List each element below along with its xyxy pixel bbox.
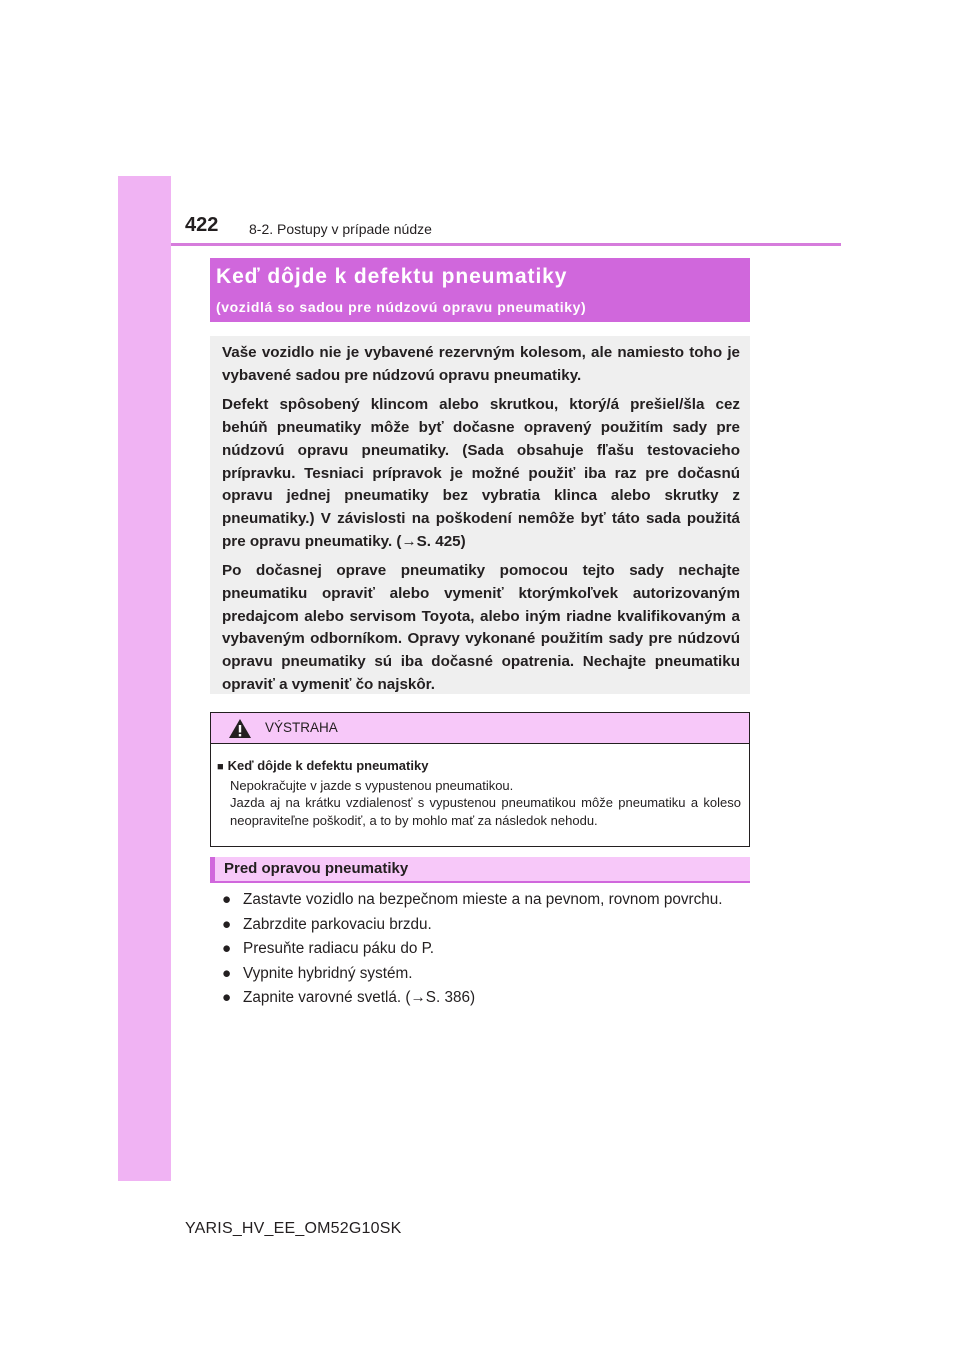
header-rule — [171, 243, 841, 246]
page-title: Keď dôjde k defektu pneumatiky — [216, 265, 568, 288]
page-reference-link[interactable]: S. 425) — [416, 532, 466, 550]
warning-box — [210, 712, 750, 847]
intro-box — [210, 336, 750, 694]
intro-paragraph-2 — [222, 394, 740, 553]
list-item-text: Vypnite hybridný systém. — [243, 964, 413, 982]
bullet-icon: ● — [222, 915, 232, 933]
warning-text — [230, 777, 741, 830]
intro-paragraph-3: Po dočasnej oprave pneumatiky pomocou tejto sady nechajte pneumatiku opraviť alebo vymeniť ktorýmkoľvek autorizovaným predajcom alebo servisom Toyota, alebo iným riadne kvalifikovaným a vybaveným odborníkom. Opravy vykonané použitím sady pre núdzovú opravu pneumatiky sú iba dočasné opatrenia. Nechajte pneumatiku opraviť a vymeniť čo najskôr. — [222, 562, 740, 693]
page-subtitle: (vozidlá so sadou pre núdzovú opravu pneumatiky) — [216, 299, 587, 315]
chapter-sidebar — [118, 176, 171, 1181]
page-reference-link[interactable]: S. 386) — [425, 989, 476, 1006]
list-item — [222, 913, 748, 937]
arrow-right-icon: → — [410, 989, 426, 1006]
section-label: 8-2. Postupy v prípade núdze — [249, 221, 432, 237]
steps-list — [222, 888, 748, 1011]
title-box — [210, 258, 750, 322]
bullet-icon: ● — [222, 964, 232, 982]
list-item-text: Zapnite varovné svetlá. ( — [243, 989, 411, 1006]
list-item — [222, 888, 748, 912]
footer-code: YARIS_HV_EE_OM52G10SK — [185, 1220, 402, 1237]
list-item-text: Presuňte radiacu páku do P. — [243, 940, 435, 957]
bullet-icon: ● — [222, 989, 232, 1006]
warning-line-1: Nepokračujte v jazde s vypustenou pneumatikou. — [230, 777, 514, 793]
list-item — [222, 937, 748, 961]
list-item-text: Zabrzdite parkovaciu brzdu. — [243, 915, 432, 933]
page-number: 422 — [185, 214, 219, 236]
intro-paragraph-2-text: Defekt spôsobený klincom alebo skrutkou, ktorý/á prešiel/šla cez behúň pneumatiky môže byť dočasne opravený použitím sady pre núdzovú opravu pneumatiky. (Sada obsahuje fľašu testovacieho prípravku. Tesniaci prípravok je možné použiť iba raz pre dočasnú opravu jednej pneumatiky bez vybratia klinca alebo skrutky z pneumatiky.) V závislosti na poškodení nemôže byť táto sada použitá pre opravu pneumatiky. ( — [222, 396, 740, 550]
warning-line-2: Jazda aj na krátku vzdialenosť s vypustenou pneumatikou môže pneumatiku a koleso neopraviteľne poškodiť, a to by mohlo mať za následok nehodu. — [230, 795, 741, 828]
warning-subtitle-text: Keď dôjde k defektu pneumatiky — [227, 758, 429, 773]
warning-subtitle — [217, 757, 741, 777]
warning-body — [211, 744, 749, 829]
warning-triangle-icon — [228, 718, 252, 739]
list-item — [222, 986, 748, 1010]
list-item-text: Zastavte vozidlo na bezpečnom mieste a na pevnom, rovnom povrchu. — [243, 891, 723, 908]
warning-label: VÝSTRAHA — [265, 720, 338, 735]
warning-header — [211, 713, 749, 744]
list-item — [222, 962, 748, 986]
bullet-icon: ● — [222, 891, 232, 908]
arrow-right-icon: → — [401, 532, 417, 550]
subsection-heading: Pred opravou pneumatiky — [210, 857, 750, 883]
square-bullet-icon: ■ — [217, 761, 224, 773]
bullet-icon: ● — [222, 940, 232, 957]
intro-paragraph-1: Vaše vozidlo nie je vybavené rezervným kolesom, ale namiesto toho je vybavené sadou pre núdzovú opravu pneumatiky. — [222, 344, 740, 384]
